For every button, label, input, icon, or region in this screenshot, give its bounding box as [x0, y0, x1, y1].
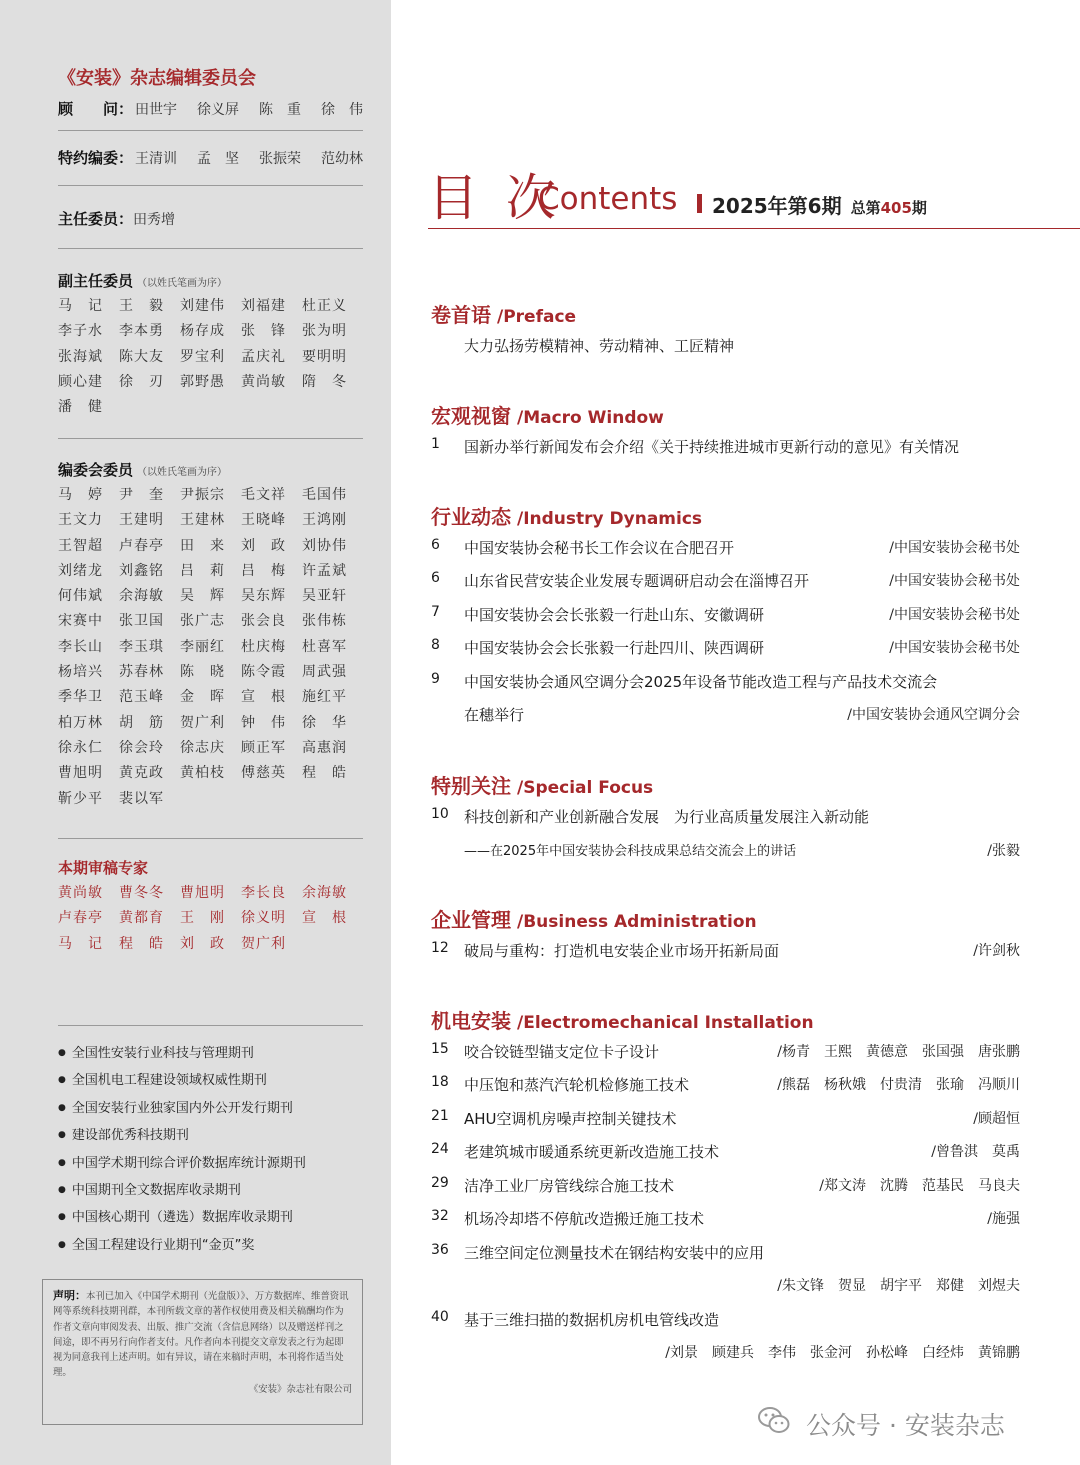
- special-editors-names: [135, 148, 363, 168]
- toc-entry[interactable]: [431, 1108, 1020, 1134]
- member-name: 李丽红: [180, 638, 225, 655]
- member-name: 钟 伟: [241, 714, 286, 731]
- page-number: 6: [431, 570, 440, 586]
- reviewer-name: 曹冬冬: [119, 885, 164, 901]
- special-editor-name: 孟 坚: [197, 150, 239, 167]
- section-title-preface: [431, 299, 576, 328]
- page-number: 36: [431, 1242, 449, 1258]
- article-title: AHU空调机房噪声控制关键技术: [464, 1110, 677, 1128]
- article-title: 科技创新和产业创新融合发展 为行业高质量发展注入新动能: [464, 808, 870, 826]
- page-number: 8: [431, 637, 440, 653]
- section-title-macro: [431, 400, 664, 429]
- member-name: 吕 莉: [180, 562, 225, 579]
- reviewers-grid: [58, 881, 363, 957]
- article-title: 三维空间定位测量技术在钢结构安装中的应用: [464, 1244, 765, 1262]
- member-name: 王建明: [119, 512, 164, 529]
- member-name: 顾正军: [241, 739, 286, 756]
- total-issue: [851, 199, 927, 217]
- member-name: 马 婷: [58, 487, 103, 503]
- divider: [58, 248, 363, 249]
- issue-year-suffix: 年第: [767, 194, 808, 218]
- article-title: 山东省民营安装企业发展专题调研启动会在淄博召开: [464, 572, 810, 590]
- member-name: 苏春林: [119, 664, 164, 681]
- reviewer-name: 马 记: [58, 935, 103, 952]
- toc-entry[interactable]: [431, 335, 1020, 361]
- reviewer-name: 余海敏: [302, 885, 347, 901]
- article-title: 中国安装协会会长张毅一行赴山东、安徽调研: [464, 606, 765, 624]
- issue-year: 2025: [712, 194, 768, 218]
- total-number: 405: [880, 199, 912, 217]
- toc-entry[interactable]: [431, 1175, 1020, 1201]
- article-title: 基于三维扫描的数据机房机电管线改造: [464, 1311, 720, 1329]
- member-name: 陈令霞: [241, 664, 286, 681]
- toc-entry[interactable]: [431, 940, 1020, 966]
- declaration-text: 本刊已加入《中国学术期刊（光盘版）》、万方数据库、维普资讯网等系统科技期刊群，本刊所载文章的著作权使用费及相关稿酬均作为作者文章向审阅发表、出版、推广交流（含信息网络）以及赠送样刊之间途，即不再另行向作者支付。凡作者向本刊提交文章发表之行为起即视为同意我刊上述声明。如有异议，请在来稿时声明，本刊将作适当处理。: [53, 1291, 349, 1379]
- member-name: 宋赛中: [58, 613, 103, 630]
- member-name: 刘 政: [241, 537, 286, 554]
- reviewer-name: 宣 根: [302, 910, 347, 927]
- page-number: 1: [431, 436, 440, 452]
- member-name: 黄克政: [119, 765, 164, 782]
- member-name: 张会良: [241, 613, 286, 630]
- article-author: /刘景 顾建兵 李伟 张金河 孙松峰 白经炜 黄锦鹏: [665, 1345, 1020, 1361]
- member-name: 徐 华: [302, 714, 347, 731]
- page-number: 18: [431, 1074, 449, 1090]
- article-author: /中国安装协会秘书处: [889, 607, 1020, 623]
- reviewer-name: 李长良: [241, 885, 286, 901]
- section-title-cn: 企业管理: [431, 908, 511, 932]
- section-title-en: /Industry Dynamics: [517, 509, 703, 529]
- director-name: 田秀增: [133, 211, 176, 228]
- section-title-en: /Business Administration: [517, 912, 757, 932]
- member-name: 尹 奎: [119, 487, 164, 503]
- vice-director-name: 王 毅: [119, 298, 164, 314]
- article-author: /中国安装协会秘书处: [889, 573, 1020, 589]
- member-name: 许孟斌: [302, 562, 347, 579]
- member-name: 张伟栋: [302, 613, 347, 630]
- wechat-icon: [758, 1406, 790, 1436]
- toc-entry[interactable]: [431, 704, 1020, 730]
- toc-entry[interactable]: [431, 537, 1020, 563]
- advisors-row: [58, 98, 363, 119]
- section-title-special: [431, 770, 653, 799]
- vice-director-name: 张 锋: [241, 323, 286, 340]
- vice-directors-heading: [58, 270, 227, 291]
- advisor-name: 田世宇: [135, 101, 178, 118]
- header-rule: [428, 228, 1080, 229]
- declaration-box: [42, 1279, 363, 1425]
- page-number: 12: [431, 940, 449, 956]
- special-editors-role: 特约编委：: [58, 149, 134, 167]
- issue-number: 6: [807, 194, 822, 218]
- vice-directors-label: 副主任委员: [58, 272, 134, 290]
- total-prefix: 总第: [850, 199, 881, 217]
- special-editor-name: 张振荣: [258, 150, 301, 167]
- member-name: 黄柏枝: [180, 765, 225, 782]
- member-name: 吴 辉: [180, 588, 225, 605]
- section-title-en: /Macro Window: [517, 408, 664, 428]
- watermark-text: 公众号 · 安装杂志: [806, 1411, 1005, 1440]
- vice-director-name: 杜正义: [302, 298, 347, 314]
- advisors-role: 顾 问：: [58, 100, 134, 118]
- toc-entry[interactable]: [431, 637, 1020, 663]
- director-row: [58, 208, 363, 229]
- page-number: 10: [431, 806, 449, 822]
- reviewer-name: 曹旭明: [180, 885, 225, 901]
- section-title-cn: 宏观视窗: [431, 404, 511, 428]
- article-author: /中国安装协会通风空调分会: [847, 707, 1020, 723]
- article-author: /曾鲁淇 莫禹: [931, 1144, 1020, 1160]
- vice-director-name: 黄尚敏: [241, 373, 286, 390]
- declaration-heading: 声明：: [53, 1289, 86, 1302]
- director-role: 主任委员：: [58, 210, 134, 228]
- article-title: 中国安装协会秘书长工作会议在合肥召开: [464, 539, 735, 557]
- section-title-en: /Electromechanical Installation: [517, 1013, 814, 1033]
- article-author: /施强: [987, 1211, 1020, 1227]
- member-name: 张卫国: [119, 613, 164, 630]
- members-label: 编委会委员: [58, 461, 134, 479]
- section-title-en: /Preface: [497, 307, 577, 327]
- member-name: 吴东辉: [241, 588, 286, 605]
- member-name: 吴亚轩: [302, 588, 347, 605]
- member-name: 徐永仁: [58, 739, 103, 756]
- section-title-business: [431, 904, 757, 933]
- page-number: 6: [431, 537, 440, 553]
- member-name: 张广志: [180, 613, 225, 630]
- article-title: 国新办举行新闻发布会介绍《关于持续推进城市更新行动的意见》有关情况: [464, 438, 960, 456]
- member-name: 范玉峰: [119, 689, 164, 706]
- member-name: 宣 根: [241, 689, 286, 706]
- page-number: 32: [431, 1208, 449, 1224]
- member-name: 何伟斌: [58, 588, 103, 605]
- order-note: （以姓氏笔画为序）: [137, 467, 228, 478]
- member-name: 刘协伟: [302, 537, 347, 554]
- member-name: 毛国伟: [302, 487, 347, 503]
- article-author: /熊磊 杨秋娥 付贵清 张瑜 冯顺川: [777, 1077, 1020, 1093]
- toc-entry[interactable]: [431, 1342, 1020, 1368]
- article-author: /许剑秋: [973, 943, 1020, 959]
- member-name: 吕 梅: [241, 562, 286, 579]
- member-name: 胡 筋: [119, 714, 164, 731]
- member-name: 杜庆梅: [241, 638, 286, 655]
- article-author: /朱文锋 贺显 胡宇平 郑健 刘煜夫: [777, 1278, 1020, 1294]
- declaration-signature: 《安装》杂志社有限公司: [248, 1383, 352, 1395]
- feature-item: ● 中国学术期刊综合评价数据库统计源期刊: [58, 1151, 368, 1178]
- feature-item: ● 全国工程建设行业期刊“金页”奖: [58, 1233, 368, 1260]
- reviewer-name: 黄都育: [119, 910, 164, 927]
- contents-title-en: Contents: [538, 181, 678, 217]
- section-title-cn: 特别关注: [431, 774, 511, 798]
- member-name: 季华卫: [58, 689, 103, 706]
- member-name: 徐会玲: [119, 739, 164, 756]
- vice-director-name: 杨存成: [180, 323, 225, 340]
- issue-info: [712, 190, 927, 219]
- member-name: 李玉琪: [119, 638, 164, 655]
- reviewers-heading: 本期审稿专家: [58, 859, 149, 877]
- member-name: 高惠润: [302, 739, 347, 756]
- vice-director-name: 李子水: [58, 323, 103, 340]
- article-title: 中压饱和蒸汽汽轮机检修施工技术: [464, 1076, 690, 1094]
- article-author: /郑文涛 沈腾 范基民 马良夫: [819, 1178, 1020, 1194]
- toc-entry[interactable]: [431, 436, 1020, 462]
- reviewer-name: 徐义明: [241, 910, 286, 927]
- toc-entry[interactable]: [431, 1041, 1020, 1067]
- article-title: 洁净工业厂房管线综合施工技术: [464, 1177, 675, 1195]
- article-author: /中国安装协会秘书处: [889, 640, 1020, 656]
- toc-entry[interactable]: [431, 671, 1020, 697]
- member-name: 裴以军: [119, 790, 164, 807]
- article-author: /中国安装协会秘书处: [889, 540, 1020, 556]
- section-title-cn: 行业动态: [431, 505, 511, 529]
- toc-entry[interactable]: [431, 1275, 1020, 1301]
- member-name: 余海敏: [119, 588, 164, 605]
- toc-entry[interactable]: [431, 806, 1020, 832]
- advisor-name: 徐 伟: [320, 101, 363, 118]
- special-editor-name: 王清训: [135, 150, 178, 167]
- member-name: 傅慈英: [241, 765, 286, 782]
- toc-entry[interactable]: [431, 1309, 1020, 1335]
- member-name: 杜喜军: [302, 638, 347, 655]
- article-author: /顾超恒: [973, 1111, 1020, 1127]
- article-title: ——在2025年中国安装协会科技成果总结交流会上的讲话: [464, 844, 797, 859]
- member-name: 柏万林: [58, 714, 103, 731]
- reviewer-name: 贺广利: [241, 935, 286, 952]
- journal-features-list: [58, 1041, 368, 1260]
- page-number: 15: [431, 1041, 449, 1057]
- reviewer-name: 黄尚敏: [58, 885, 103, 901]
- issue-marker: [697, 194, 702, 213]
- vice-director-name: 徐 刃: [119, 373, 164, 390]
- vice-director-name: 孟庆礼: [241, 348, 286, 365]
- contents-title-cn: 目 次: [428, 169, 562, 227]
- page-number: 40: [431, 1309, 449, 1325]
- member-name: 王鸿刚: [302, 512, 347, 529]
- vice-director-name: 要明明: [302, 348, 347, 365]
- article-title: 中国安装协会通风空调分会2025年设备节能改造工程与产品技术交流会: [464, 673, 938, 691]
- special-editor-name: 范幼林: [320, 150, 363, 167]
- section-title-electro: [431, 1005, 814, 1034]
- board-title: 《安装》杂志编辑委员会: [58, 68, 256, 89]
- reviewer-name: 程 皓: [119, 935, 164, 952]
- member-name: 周武强: [302, 664, 347, 681]
- member-name: 王智超: [58, 537, 103, 554]
- page-number: 29: [431, 1175, 449, 1191]
- member-name: 刘绪龙: [58, 562, 103, 579]
- member-name: 曹旭明: [58, 765, 103, 782]
- member-name: 程 皓: [302, 765, 347, 782]
- divider: [58, 438, 363, 439]
- article-title: 在穗举行: [464, 706, 525, 724]
- feature-item: ● 全国安装行业独家国内外公开发行期刊: [58, 1096, 368, 1123]
- member-name: 尹振宗: [180, 487, 225, 503]
- member-name: 徐志庆: [180, 739, 225, 756]
- section-title-cn: 卷首语: [431, 303, 491, 327]
- article-title: 大力弘扬劳模精神、劳动精神、工匠精神: [464, 337, 735, 355]
- feature-item: ● 中国核心期刊（遴选）数据库收录期刊: [58, 1205, 368, 1232]
- advisors-names: [135, 99, 363, 119]
- member-name: 金 晖: [180, 689, 225, 706]
- toc-entry[interactable]: [431, 1074, 1020, 1100]
- feature-item: ● 建设部优秀科技期刊: [58, 1123, 368, 1150]
- vice-directors-grid: [58, 294, 363, 420]
- vice-director-name: 张海斌: [58, 348, 103, 365]
- members-heading: [58, 459, 227, 480]
- section-title-cn: 机电安装: [431, 1009, 511, 1033]
- vice-director-name: 罗宝利: [180, 348, 225, 365]
- advisor-name: 徐义屏: [197, 101, 239, 118]
- issue-suffix: 期: [821, 194, 842, 218]
- member-name: 刘鑫铭: [119, 562, 164, 579]
- vice-director-name: 刘福建: [241, 298, 286, 314]
- member-name: 田 来: [180, 537, 225, 554]
- divider: [58, 838, 363, 839]
- feature-item: ● 全国性安装行业科技与管理期刊: [58, 1041, 368, 1068]
- toc-entry[interactable]: [431, 570, 1020, 596]
- toc-entry[interactable]: [431, 1141, 1020, 1167]
- total-suffix: 期: [911, 199, 927, 217]
- feature-item: ● 中国期刊全文数据库收录期刊: [58, 1178, 368, 1205]
- member-name: 李长山: [58, 638, 103, 655]
- article-author: /杨青 王熙 黄德意 张国强 唐张鹏: [777, 1044, 1020, 1060]
- page-number: 9: [431, 671, 440, 687]
- divider: [58, 185, 363, 186]
- article-title: 机场冷却塔不停航改造搬迁施工技术: [464, 1210, 705, 1228]
- member-name: 陈 晓: [180, 664, 225, 681]
- vice-director-name: 马 记: [58, 298, 103, 314]
- reviewer-name: 刘 政: [180, 935, 225, 952]
- feature-item: ● 全国机电工程建设领域权威性期刊: [58, 1068, 368, 1095]
- page-number: 7: [431, 604, 440, 620]
- vice-director-name: 顾心建: [58, 373, 103, 390]
- vice-director-name: 郭野愚: [180, 373, 225, 390]
- article-title: 破局与重构：打造机电安装企业市场开拓新局面: [464, 942, 780, 960]
- section-title-en: /Special Focus: [517, 778, 654, 798]
- article-author: /张毅: [987, 843, 1020, 859]
- section-title-industry: [431, 501, 702, 530]
- member-name: 王晓峰: [241, 512, 286, 529]
- member-name: 贺广利: [180, 714, 225, 731]
- order-note: （以姓氏笔画为序）: [137, 278, 228, 289]
- editorial-board-sidebar: [0, 0, 391, 1465]
- member-name: 王建林: [180, 512, 225, 529]
- advisor-name: 陈 重: [258, 101, 301, 118]
- divider: [58, 130, 363, 131]
- vice-director-name: 陈大友: [119, 348, 164, 365]
- reviewer-name: 卢春亭: [58, 910, 103, 927]
- toc-entry[interactable]: [431, 840, 1020, 866]
- vice-director-name: 张为明: [302, 323, 347, 340]
- toc-entry[interactable]: [431, 1242, 1020, 1268]
- special-editors-row: [58, 147, 363, 168]
- vice-director-name: 刘建伟: [180, 298, 225, 314]
- page-number: 21: [431, 1108, 449, 1124]
- wechat-watermark: [752, 1400, 1052, 1444]
- member-name: 杨培兴: [58, 664, 103, 681]
- page-number: 24: [431, 1141, 449, 1157]
- member-name: 王文力: [58, 512, 103, 529]
- vice-director-name: 潘 健: [58, 399, 103, 416]
- member-name: 毛文祥: [241, 487, 286, 503]
- member-name: 靳少平: [58, 790, 103, 807]
- toc-entry[interactable]: [431, 604, 1020, 630]
- vice-director-name: 隋 冬: [302, 373, 347, 390]
- members-grid: [58, 483, 363, 812]
- article-title: 咬合铰链型锚支定位卡子设计: [464, 1043, 660, 1061]
- toc-entry[interactable]: [431, 1208, 1020, 1234]
- reviewer-name: 王 刚: [180, 910, 225, 927]
- member-name: 卢春亭: [119, 537, 164, 554]
- vice-director-name: 李本勇: [119, 323, 164, 340]
- article-title: 中国安装协会会长张毅一行赴四川、陕西调研: [464, 639, 765, 657]
- divider: [58, 1025, 363, 1026]
- member-name: 施红平: [302, 689, 347, 706]
- article-title: 老建筑城市暖通系统更新改造施工技术: [464, 1143, 720, 1161]
